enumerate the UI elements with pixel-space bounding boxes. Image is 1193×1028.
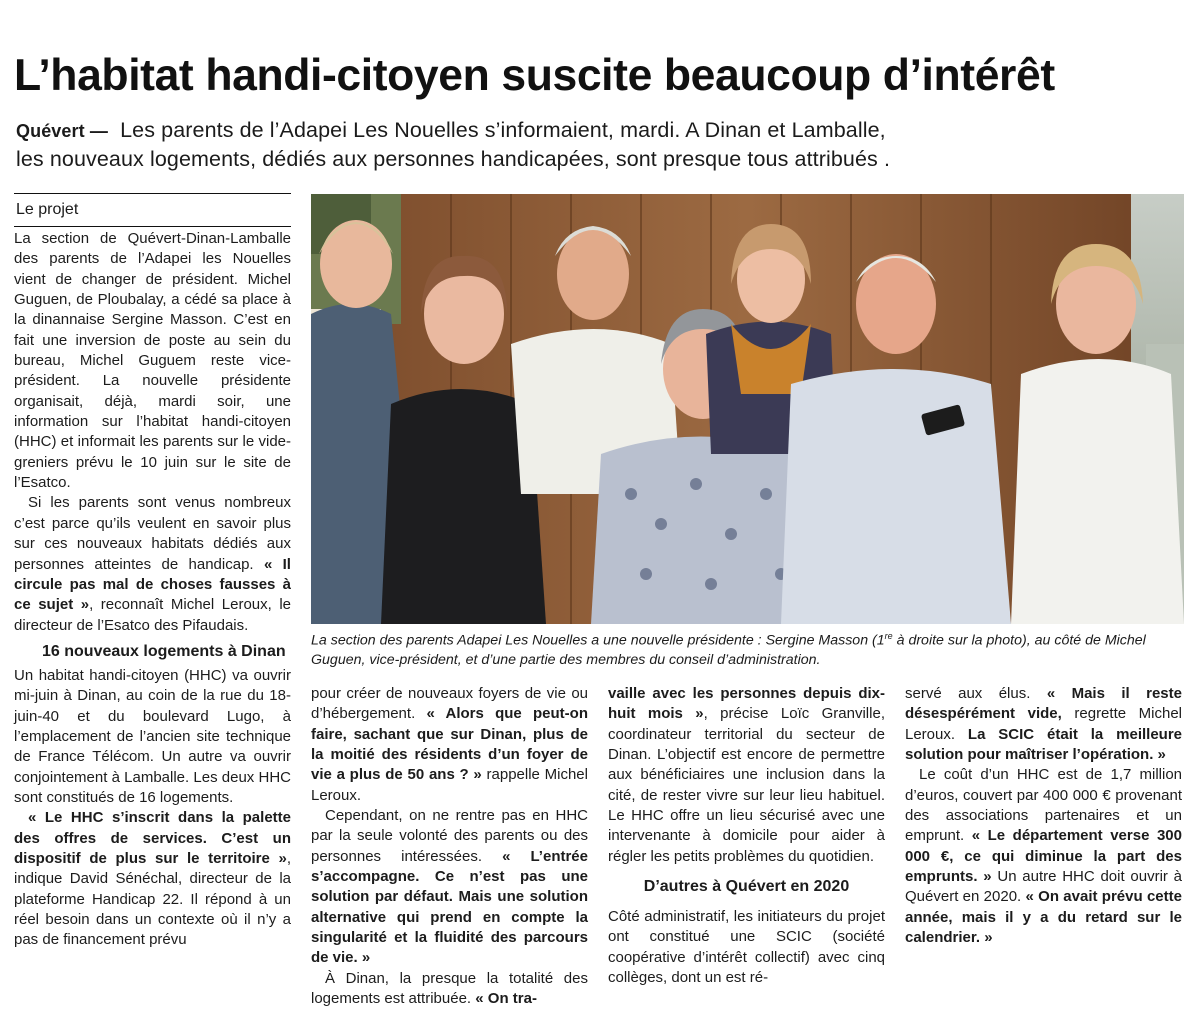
paragraph [311, 684, 588, 806]
caption-text: à droite sur la photo), au côté de Michel Guguen, vice-président, et d’une partie des membres du conseil d’administration. [311, 632, 1146, 669]
quote: « Il circule pas mal de choses fausses à ce sujet » [14, 555, 291, 614]
text-run: servé aux élus. [905, 685, 1047, 702]
paragraph: Un habitat handi-citoyen (HHC) va ouvrir mi-juin à Dinan, au coin de la rue du 18-juin-40 et du boulevard Lugo, à l’emplacement de l’ancien site technique de France Télécom. Un autre va ouvrir conjointement à Lamballe. Les deux HHC sont constitués de 16 logements. [14, 666, 291, 806]
quote: « On tra- [475, 990, 537, 1008]
text-run: , précise Loïc Granville, coordinateur territorial du secteur de Dinan. L’objectif est encore de permettre aux bénéficiaires une inclusion dans la cité, de rester vivre sur leur lieu habituel. Le HHC offre un lieu sécurisé avec une intervenante à domicile pour aider à régler les petits problèmes du quotidien. [608, 705, 885, 865]
text-run: pour créer de nouveaux foyers de vie ou d’hébergement. [311, 685, 588, 723]
quote: « On avait prévu cette année, mais il y a du retard sur le calendrier. » [905, 888, 1182, 947]
paragraph [311, 969, 588, 1010]
article-lede [16, 116, 1186, 173]
article-headline: L’habitat handi-citoyen suscite beaucoup d’intérêt [14, 51, 1055, 100]
text-run: regrette Michel Leroux. [905, 705, 1182, 743]
paragraph [905, 765, 1182, 948]
paragraph [311, 806, 588, 969]
subheading: D’autres à Quévert en 2020 [643, 878, 850, 896]
group-photo [311, 194, 1184, 624]
quote: « L’entrée s’accompagne. Ce n’est pas une solution par défaut. Mais une solution alternative qui prend en compte la singularité et la fluidité des parcours de vie. » [311, 847, 588, 967]
text-run: , indique David Sénéchal, directeur de la plateforme Handicap 22. Il répond à un réel besoin dans un contexte où il n’y a pas de financement prévu [14, 849, 291, 949]
text-column-2 [311, 684, 588, 1010]
text-run: , reconnaît Michel Leroux, le directeur de l’Esatco des Pifaudais. [14, 596, 291, 634]
text-column-3 [608, 684, 885, 988]
caption-text: La section des parents Adapei Les Nouelles a une nouvelle présidente : Sergine Masson (1 [311, 632, 885, 649]
sidebox-rule-top [14, 193, 291, 194]
quote: « Alors que peut-on faire, sachant que sur Dinan, plus de la moitié des résidents d’un foyer de vie a plus de 50 ans ? » [311, 705, 588, 784]
lede-line-1: Les parents de l’Adapei Les Nouelles s’informaient, mardi. A Dinan et Lamballe, [120, 118, 886, 142]
quote: « Le HHC s’inscrit dans la palette des offres de services. C’est un dispositif de plus sur le territoire » [14, 809, 291, 867]
group-photo-illustration [311, 194, 1184, 624]
text-column-1 [14, 229, 291, 951]
paragraph [905, 684, 1182, 765]
text-run: rappelle Michel Leroux. [311, 766, 588, 804]
lede-line-2: les nouveaux logements, dédiés aux personnes handicapées, sont presque tous attribués . [16, 147, 891, 171]
paragraph: Côté administratif, les initiateurs du projet ont constitué une SCIC (société coopérative d’intérêt collectif) avec cinq collèges, dont un est ré- [608, 908, 885, 987]
paragraph [608, 684, 885, 867]
paragraph [14, 808, 291, 950]
quote: « Le département verse 300 000 €, ce qui diminue la part des emprunts. » [905, 827, 1182, 886]
subheading: 16 nouveaux logements à Dinan [42, 642, 286, 660]
text-run: Un autre HHC doit ouvrir à Quévert en 2020. [905, 868, 1182, 906]
sidebox-title: Le projet [16, 201, 79, 218]
text-run: Cependant, on ne rentre pas en HHC par la seule volonté des parents ou des personnes intéressées. [311, 807, 588, 865]
dateline-place: Quévert — [16, 121, 108, 141]
text-column-4 [905, 684, 1182, 948]
quote: « Mais il reste désespérément vide, [905, 685, 1182, 723]
paragraph: La section de Quévert-Dinan-Lamballe des parents de l’Adapei les Nouelles vient de changer de président. Michel Guguen, de Ploubalay, a cédé sa place à la dinannaise Sergine Masson. C’est en fait une inversion de poste au sein du bureau, Michel Guguem reste vice-président. La nouvelle présidente organisait, déjà, mardi soir, une information sur l’habitat handi-citoyen (HHC) et informait les parents sur le vide-greniers prévu le 10 juin sur le site de l’Esatco. [14, 230, 291, 492]
caption-superscript: re [884, 631, 893, 641]
text-run: Le coût d’un HHC est de 1,7 million d’euros, couvert par 400 000 € provenant des associations partenaires et un emprunt. [905, 766, 1182, 845]
text-run: À Dinan, la presque la totalité des logements est attribuée. [311, 969, 588, 1008]
sidebox-rule-bottom [14, 226, 291, 227]
quote: vaille avec les personnes depuis dix-huit mois » [608, 685, 885, 723]
photo-caption [311, 627, 1184, 671]
paragraph [14, 493, 291, 635]
text-run: Si les parents sont venus nombreux c’est parce qu’ils veulent en savoir plus sur ces nouveaux habitats dédiés aux personnes atteintes de handicap. [14, 494, 291, 573]
quote: La SCIC était la meilleure solution pour maîtriser l’opération. » [905, 725, 1183, 764]
